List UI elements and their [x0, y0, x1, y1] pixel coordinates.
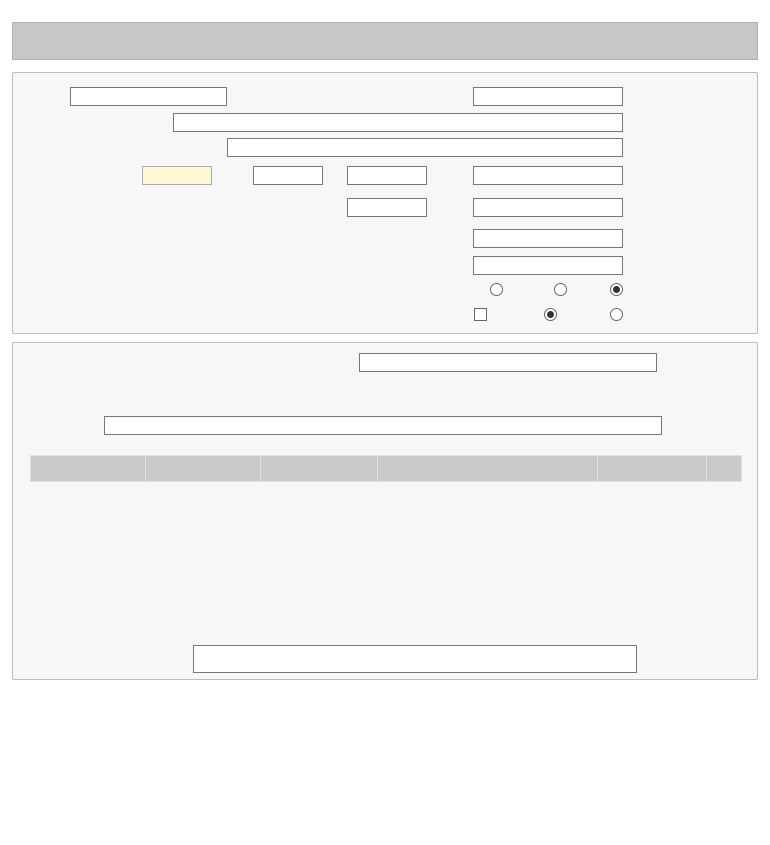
col-date: [31, 456, 146, 482]
reply-date-field[interactable]: [473, 166, 623, 185]
goods-table: [30, 455, 742, 482]
category-radio-goods-service[interactable]: [490, 283, 503, 296]
delivery-province-field[interactable]: [473, 229, 623, 248]
category-radio-goods[interactable]: [610, 283, 623, 296]
need-number-field[interactable]: [473, 87, 623, 106]
announce-field[interactable]: [70, 87, 227, 106]
col-row: [707, 456, 742, 482]
goods-table-header: [31, 456, 742, 482]
col-quantity: [146, 456, 260, 482]
col-unit: [260, 456, 378, 482]
creator-field[interactable]: [227, 138, 623, 157]
buyer-org-field[interactable]: [173, 113, 623, 132]
days-field[interactable]: [253, 166, 323, 185]
delivery-city-field[interactable]: [473, 256, 623, 275]
process-radio-minor[interactable]: [610, 308, 623, 321]
col-code: [597, 456, 707, 482]
price-valid-time-field[interactable]: [347, 198, 427, 217]
reply-time-field[interactable]: [347, 166, 427, 185]
goods-group-field[interactable]: [104, 416, 662, 435]
category-radio-service[interactable]: [554, 283, 567, 296]
remaining-time-field: [142, 166, 212, 185]
page-header: [12, 22, 758, 60]
need-info-panel: [12, 72, 758, 334]
summary-field[interactable]: [359, 353, 657, 372]
treasury-checkbox[interactable]: [474, 308, 487, 321]
goods-panel: [12, 342, 758, 680]
buyer-notes-field[interactable]: [193, 645, 637, 673]
price-valid-date-field[interactable]: [473, 198, 623, 217]
col-name: [378, 456, 597, 482]
process-radio-medium[interactable]: [544, 308, 557, 321]
